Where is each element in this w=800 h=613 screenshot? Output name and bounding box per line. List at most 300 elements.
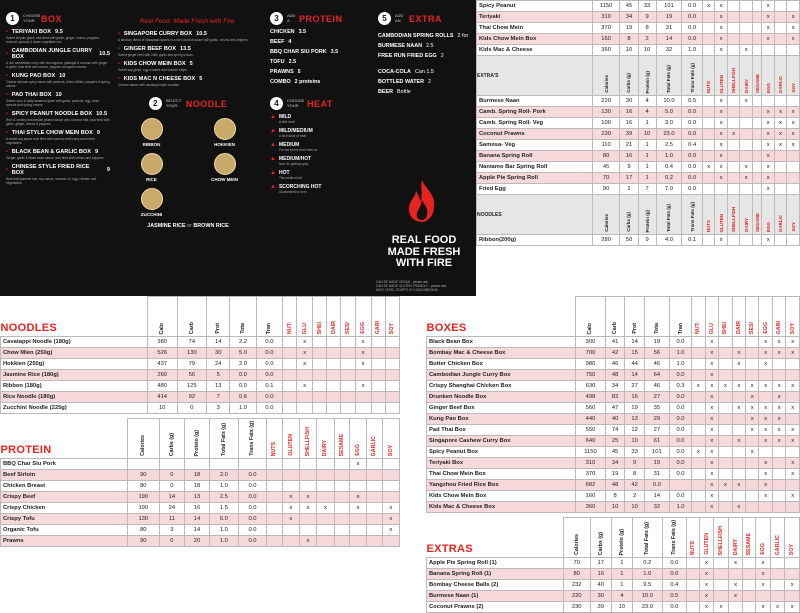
heat-level	[270, 184, 366, 194]
row-name: Ribbon (180g)	[1, 381, 148, 392]
row-cell: 42	[605, 348, 625, 359]
extra-price: 2	[440, 53, 444, 59]
table-row	[477, 34, 800, 45]
column-header	[715, 56, 727, 96]
row-cell: x	[705, 425, 718, 436]
row-cell: 56	[177, 370, 207, 381]
row-cell	[770, 580, 785, 591]
table-row	[477, 23, 800, 34]
row-cell: x	[740, 162, 752, 173]
row-cell: 0.0	[682, 34, 703, 45]
row-cell: x	[746, 403, 759, 414]
row-cell: 1	[638, 173, 656, 184]
row-cell: x	[705, 414, 718, 425]
menu-item	[6, 73, 110, 88]
row-name: Zucchini Noodle (225g)	[1, 403, 148, 414]
row-cell: 0.0	[669, 337, 691, 348]
row-name: Samosa- Veg	[477, 140, 593, 151]
row-name: Naniamo Bar Spring Roll	[477, 162, 593, 173]
row-cell: 100	[592, 118, 620, 129]
row-cell	[746, 502, 759, 513]
row-cell: x	[762, 1, 774, 12]
row-cell: x	[746, 447, 759, 458]
row-cell	[719, 447, 732, 458]
row-cell: 16	[620, 107, 638, 118]
column-header	[127, 419, 159, 459]
row-cell: 0.0	[669, 469, 691, 480]
row-cell: 47	[605, 403, 625, 414]
row-cell	[692, 436, 705, 447]
row-cell: 8	[605, 491, 625, 502]
column-header	[727, 195, 739, 235]
row-cell	[772, 480, 785, 491]
boxes-table	[426, 296, 800, 513]
menu-item	[6, 92, 110, 107]
noodle-option	[191, 153, 258, 182]
row-cell: x	[349, 459, 366, 470]
row-cell: 27	[644, 425, 669, 436]
menu-item-desc: A rich cambodian curry with lemongrass, galangal & coconut with ginger & garlic, wok fired with onions, peppers and green beans.	[6, 61, 108, 69]
row-cell: x	[759, 414, 772, 425]
column-header-label: SOY	[789, 543, 796, 555]
table-title-cell	[427, 297, 576, 337]
row-cell: 0.1	[682, 235, 703, 246]
row-cell	[746, 359, 759, 370]
column-header-label: DAIR	[330, 321, 337, 334]
row-cell: 0.0	[256, 337, 282, 348]
row-cell: 4	[638, 107, 656, 118]
row-name: Thai Chow Mein	[477, 23, 593, 34]
row-cell	[371, 392, 385, 403]
row-cell: 1.0	[230, 403, 256, 414]
heat-level	[270, 128, 366, 138]
row-cell: 30	[207, 348, 230, 359]
column-header	[371, 297, 385, 337]
table-row	[427, 580, 800, 591]
row-cell	[692, 403, 705, 414]
table-header-row	[427, 297, 800, 337]
row-cell	[719, 436, 732, 447]
row-cell: x	[715, 140, 727, 151]
row-cell: 8	[620, 34, 638, 45]
column-header	[282, 419, 299, 459]
step-noodle-number: 2	[149, 97, 162, 110]
column-header-label: SESAME	[746, 532, 753, 555]
menu-item	[6, 111, 110, 126]
column-header-label: SESAME	[754, 212, 760, 232]
column-header-label: GARI	[375, 320, 382, 334]
row-cell	[385, 403, 399, 414]
column-header-label: SOY	[789, 322, 796, 334]
flame-icon: ▲	[270, 114, 276, 120]
table-row	[1, 492, 400, 503]
row-cell	[299, 459, 316, 470]
row-cell	[774, 34, 786, 45]
row-cell	[327, 359, 341, 370]
row-cell: 0.0	[238, 525, 267, 536]
row-cell: 92	[177, 392, 207, 403]
row-cell: 19	[605, 469, 625, 480]
row-cell: 14	[644, 491, 669, 502]
row-cell: 526	[147, 348, 177, 359]
column-header-label: GLUTEN	[287, 434, 294, 456]
heat-desc: For hot lovers from here on	[278, 148, 318, 152]
row-cell	[313, 392, 327, 403]
column-header-label: Total Fats (g)	[666, 204, 672, 232]
table-row	[477, 1, 800, 12]
row-cell: 16	[620, 118, 638, 129]
column-header-label: SOY	[790, 83, 796, 93]
row-cell	[283, 337, 297, 348]
row-cell	[772, 491, 785, 502]
column-header	[592, 195, 620, 235]
menu-item-name-row	[118, 61, 258, 67]
row-cell: x	[705, 392, 718, 403]
menu-item	[6, 149, 110, 160]
row-cell: x	[727, 129, 739, 140]
column-header-label: Prot	[215, 323, 222, 334]
extra-name: BURMESE NAAN	[378, 43, 423, 49]
column-header	[740, 56, 752, 96]
row-cell	[313, 381, 327, 392]
row-cell	[349, 481, 366, 492]
row-cell: x	[715, 45, 727, 56]
row-cell: x	[762, 184, 774, 195]
row-cell: 27	[625, 381, 645, 392]
row-name: Chicken Breast	[1, 481, 128, 492]
row-cell: 3	[207, 403, 230, 414]
row-cell: x	[786, 403, 800, 414]
row-cell	[727, 140, 739, 151]
heat-level	[270, 142, 366, 152]
row-cell	[317, 459, 334, 470]
row-cell: 1.0	[210, 525, 239, 536]
row-cell	[719, 491, 732, 502]
table-row	[1, 536, 400, 547]
row-cell	[371, 337, 385, 348]
diet-legend	[376, 280, 472, 292]
row-cell: 0.2	[656, 173, 682, 184]
row-cell	[786, 359, 800, 370]
column-header-label: SHELLFISH	[305, 426, 312, 456]
row-cell: 80	[563, 569, 590, 580]
row-cell: x	[297, 359, 313, 370]
column-header	[207, 297, 230, 337]
row-cell: 130	[592, 107, 620, 118]
table-row	[1, 525, 400, 536]
noodle-image	[141, 153, 163, 175]
row-cell	[762, 45, 774, 56]
extra-item	[378, 79, 472, 85]
heat-text	[279, 142, 317, 152]
row-cell: 90	[127, 536, 159, 547]
row-cell	[759, 447, 772, 458]
column-header-label: SHELLFISH	[731, 206, 737, 232]
column-header	[341, 297, 355, 337]
row-cell	[786, 370, 800, 381]
row-cell	[703, 107, 715, 118]
row-cell: 7	[207, 392, 230, 403]
row-cell	[334, 525, 349, 536]
row-cell: 35	[644, 403, 669, 414]
step-protein-number: 3	[270, 12, 283, 25]
column-header	[774, 56, 786, 96]
row-cell: 700	[576, 348, 606, 359]
row-cell: 45	[605, 447, 625, 458]
row-cell: x	[699, 602, 714, 613]
row-cell: x	[705, 458, 718, 469]
row-cell: 1	[620, 184, 638, 195]
row-cell	[283, 392, 297, 403]
row-cell: 1.0	[669, 348, 691, 359]
row-cell: 8	[625, 469, 645, 480]
row-cell: x	[715, 96, 727, 107]
column-header-label: Trans Fats (g)	[689, 202, 695, 232]
row-cell: 300	[576, 337, 606, 348]
flame-icon: ▲	[270, 170, 276, 176]
row-cell: x	[692, 447, 705, 458]
column-header-label: NUTS	[706, 219, 712, 232]
row-name: Crispy Tofu	[1, 514, 128, 525]
protein-name: TOFU	[270, 59, 285, 65]
row-cell: 1	[638, 151, 656, 162]
step-heat-lead: CHOOSE YOUR	[287, 98, 305, 108]
column-header	[638, 195, 656, 235]
row-name: Spicy Peanut Box	[427, 447, 576, 458]
row-cell	[714, 580, 729, 591]
row-cell: 9	[620, 162, 638, 173]
column-header-label: Tota	[653, 323, 660, 334]
row-cell: 2	[638, 34, 656, 45]
row-cell: 2.0	[230, 359, 256, 370]
row-cell	[327, 403, 341, 414]
row-cell: 19	[644, 458, 669, 469]
row-cell: x	[299, 492, 316, 503]
brand-tag-line-1: REAL FOOD	[391, 234, 457, 247]
row-cell: 380	[147, 337, 177, 348]
row-cell: 44	[625, 359, 645, 370]
row-cell: 0.0	[238, 481, 267, 492]
row-name: Coconut Prawns	[477, 129, 593, 140]
row-cell: x	[692, 381, 705, 392]
column-header	[605, 297, 625, 337]
row-cell: x	[770, 602, 785, 613]
row-cell	[787, 173, 800, 184]
extra-list	[378, 33, 472, 95]
row-cell: 3.0	[656, 118, 682, 129]
row-cell	[772, 469, 785, 480]
row-cell: 5	[207, 370, 230, 381]
column-header-label: Total Fats (g)	[666, 65, 672, 93]
column-header	[785, 518, 800, 558]
menu-item-price: 10.5	[96, 111, 108, 117]
row-name: Rice Noodle (180g)	[1, 392, 148, 403]
menu-item-name-row	[6, 164, 110, 176]
row-cell: 30	[590, 591, 611, 602]
extras-table	[426, 517, 800, 613]
menu-item	[118, 61, 258, 72]
row-cell	[727, 151, 739, 162]
row-cell	[728, 569, 743, 580]
row-cell: 0.4	[656, 162, 682, 173]
row-cell	[327, 337, 341, 348]
row-cell: 0.0	[238, 492, 267, 503]
column-header-label: DAIRY	[732, 538, 739, 555]
row-cell: x	[732, 359, 745, 370]
row-cell: 10	[625, 502, 645, 513]
row-cell	[317, 492, 334, 503]
row-cell	[732, 458, 745, 469]
row-name: Bombay Mac & Cheese Box	[427, 348, 576, 359]
column-header	[774, 195, 786, 235]
menu-col-noodles	[118, 4, 258, 292]
extra-item	[378, 89, 472, 95]
row-cell: x	[746, 414, 759, 425]
row-cell: 80	[127, 525, 159, 536]
row-cell: x	[740, 45, 752, 56]
row-cell: x	[349, 503, 366, 514]
row-cell: 0.6	[230, 392, 256, 403]
column-header	[184, 419, 209, 459]
row-cell: 5.0	[656, 107, 682, 118]
table-row	[477, 12, 800, 23]
extra-price: 2 for	[457, 33, 469, 39]
menu-col-boxes	[6, 4, 110, 292]
row-cell: x	[703, 1, 715, 12]
row-cell	[313, 403, 327, 414]
row-cell: 480	[147, 381, 177, 392]
heat-text	[279, 156, 311, 166]
column-header-label: NUTS	[689, 540, 696, 555]
row-cell: x	[772, 337, 785, 348]
row-cell: x	[786, 491, 800, 502]
table-row	[427, 469, 800, 480]
row-cell: 10.0	[632, 591, 662, 602]
protein-item	[270, 69, 366, 75]
row-cell: 9	[638, 12, 656, 23]
row-cell	[283, 359, 297, 370]
row-cell: x	[759, 480, 772, 491]
row-cell: x	[715, 23, 727, 34]
row-cell: x	[786, 381, 800, 392]
row-cell: 0.0	[662, 602, 686, 613]
row-cell	[774, 235, 786, 246]
column-header-label: NUT:	[286, 321, 293, 334]
row-cell: x	[732, 403, 745, 414]
column-header	[699, 518, 714, 558]
heat-text	[279, 128, 313, 138]
row-cell	[740, 184, 752, 195]
menu-item-name-row	[118, 31, 258, 37]
row-cell	[740, 107, 752, 118]
row-cell: 1.0	[210, 481, 239, 492]
row-cell	[371, 403, 385, 414]
extra-name: FREE RUN FRIED EGG	[378, 53, 437, 59]
row-cell: 12	[625, 425, 645, 436]
menu-item-desc: Sweet ginger beef with chilli, garlic and spring onions.	[118, 53, 194, 57]
extra-item	[378, 33, 472, 39]
row-cell	[743, 569, 756, 580]
row-cell	[732, 392, 745, 403]
row-cell	[692, 425, 705, 436]
column-header-label: Carbs (g)	[626, 212, 632, 232]
row-cell: 232	[563, 580, 590, 591]
row-cell	[752, 151, 761, 162]
row-cell	[785, 569, 800, 580]
menu-item-name: KUNG PAO BOX	[11, 73, 56, 79]
row-cell: 0.1	[256, 381, 282, 392]
row-cell	[786, 447, 800, 458]
column-header-label: SOY	[790, 222, 796, 232]
menu-panel	[0, 0, 372, 296]
row-cell: 70	[592, 173, 620, 184]
column-header	[669, 297, 691, 337]
row-cell: 440	[576, 414, 606, 425]
table-section-title: BOXES	[426, 322, 467, 334]
row-cell: 46	[605, 359, 625, 370]
row-cell: 0.0	[256, 359, 282, 370]
row-cell	[327, 370, 341, 381]
row-cell	[785, 591, 800, 602]
row-cell	[772, 370, 785, 381]
row-cell: x	[705, 469, 718, 480]
row-cell: 23.0	[656, 129, 682, 140]
menu-item-price: 9	[95, 149, 99, 155]
table-row	[427, 392, 800, 403]
row-cell	[327, 381, 341, 392]
row-cell	[746, 469, 759, 480]
table-row	[477, 45, 800, 56]
row-cell: x	[732, 381, 745, 392]
step-box-lead: CHOOSE YOUR	[23, 13, 41, 23]
row-cell	[317, 514, 334, 525]
noodle-image	[141, 188, 163, 210]
nutrition-table-top-right	[476, 0, 800, 296]
row-name: Ribbon(200g)	[477, 235, 593, 246]
row-cell: x	[756, 558, 771, 569]
protein-name: BBQ CHAR SIU PORK	[270, 49, 327, 55]
row-cell: 45	[592, 162, 620, 173]
menu-col-extras	[372, 0, 476, 296]
row-cell: x	[746, 392, 759, 403]
menu-item-name-row	[6, 149, 110, 155]
row-cell: x	[382, 503, 399, 514]
row-cell: x	[732, 436, 745, 447]
table-row	[1, 337, 400, 348]
row-cell: 82	[605, 392, 625, 403]
row-cell: 0.0	[256, 392, 282, 403]
noodle-option	[118, 153, 185, 182]
row-cell: x	[759, 458, 772, 469]
column-header	[317, 419, 334, 459]
column-header-label: Calories	[573, 534, 580, 555]
row-cell	[267, 470, 282, 481]
row-cell: x	[759, 348, 772, 359]
row-cell	[752, 162, 761, 173]
column-header	[714, 518, 729, 558]
row-cell: x	[715, 107, 727, 118]
row-cell: 0	[159, 481, 184, 492]
row-cell: x	[705, 502, 718, 513]
column-header-label: Total Fats (g)	[644, 522, 651, 555]
row-cell: 34	[620, 12, 638, 23]
row-cell: x	[786, 348, 800, 359]
row-cell: 0.0	[256, 370, 282, 381]
row-name: Drunken Noodle Box	[427, 392, 576, 403]
column-header	[267, 419, 282, 459]
extra-name: COCA-COLA	[378, 69, 411, 75]
column-header-label: Calories	[603, 214, 609, 232]
